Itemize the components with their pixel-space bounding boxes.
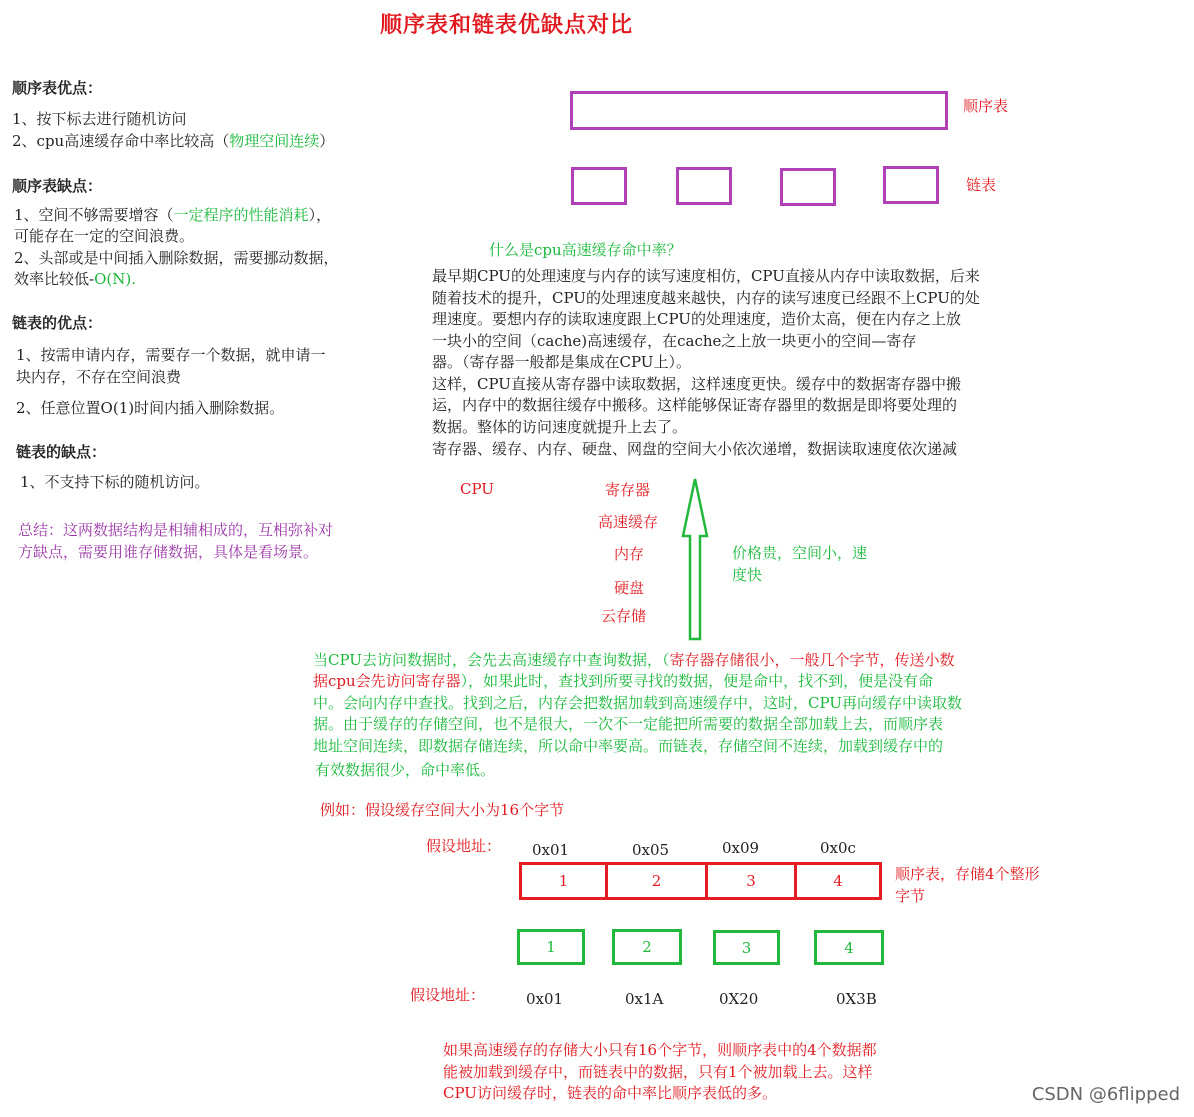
access-line2 <box>313 671 933 693</box>
hierarchy-level: 内存 <box>614 545 645 563</box>
access-line: 有效数据很少，命中率低。 <box>315 761 496 779</box>
seq-dis-1 <box>14 205 331 227</box>
addr-bottom: 0x1A <box>625 990 664 1008</box>
list-adv-heading: 链表的优点： <box>12 314 103 332</box>
addr-top: 0x0c <box>820 839 856 857</box>
list-node-box <box>676 167 732 205</box>
addr-top: 0x01 <box>532 841 570 859</box>
access-line1-green: 当CPU去访问数据时，会先去高速缓存中查询数据，（ <box>313 651 670 669</box>
hierarchy-level: 高速缓存 <box>598 513 659 531</box>
list-dis-heading: 链表的缺点： <box>16 443 107 461</box>
list-adv-1-line1: 1、按需申请内存，需要存一个数据，就申请一 <box>16 346 326 364</box>
cache-explain-line: 随着技术的提升，CPU的处理速度越来越快，内存的读写速度已经跟不上CPU的处 <box>432 289 980 307</box>
seq-dis-2-line2-green: O(N). <box>94 270 136 288</box>
list-cell: 1 <box>517 929 585 965</box>
hierarchy-note-line1: 价格贵，空间小，速 <box>732 544 868 562</box>
cache-explain-line: 器。（寄存器一般都是集成在CPU上）。 <box>432 353 691 371</box>
hierarchy-level: 云存储 <box>601 607 647 625</box>
access-line: 中。会向内存中查找。找到之后，内存会把数据加载到高速缓存中，这时，CPU再向缓存中读取数 <box>313 694 962 712</box>
seq-dis-1-prefix: 1、空间不够需要增容（ <box>14 206 174 224</box>
seq-dis-1-suffix: ）， <box>308 206 332 224</box>
addr-top: 0x05 <box>632 841 670 859</box>
access-line: 据。由于缓存的存储空间，也不是很大，一次不一定能把所需要的数据全部加载上去，而顺序表 <box>313 715 944 733</box>
cache-explain-line: 数据。整体的访问速度就提升上去了。 <box>432 418 688 436</box>
cache-explain-line: 一块小的空间（cache)高速缓存，在cache之上放一块更小的空间—寄存 <box>432 332 917 350</box>
addr-label-top: 假设地址： <box>426 837 502 855</box>
list-label: 链表 <box>966 176 997 194</box>
cpu-label: CPU <box>460 480 494 498</box>
up-arrow-icon <box>680 476 710 642</box>
summary-line1: 总结：这两数据结构是相辅相成的，互相弥补对 <box>18 521 334 539</box>
list-node-box <box>780 168 836 206</box>
seq-table-box <box>570 91 948 130</box>
watermark: CSDN @6flipped <box>1031 1084 1180 1105</box>
seq-adv-2-green: 物理空间连续 <box>229 132 320 150</box>
list-adv-1-line2: 块内存，不存在空间浪费 <box>16 368 182 386</box>
conclusion-line: 如果高速缓存的存储大小只有16个字节，则顺序表中的4个数据都 <box>443 1041 877 1059</box>
cache-explain-line: 这样，CPU直接从寄存器中读取数据，这样速度更快。缓存中的数据寄存器中搬 <box>432 375 961 393</box>
seq-note-line1: 顺序表，存储4个整形 <box>895 865 1040 883</box>
seq-dis-2-line1: 2、头部或是中间插入删除数据，需要挪动数据， <box>14 249 339 267</box>
hierarchy-level: 硬盘 <box>614 579 645 597</box>
list-node-box <box>571 167 627 205</box>
seq-cell: 2 <box>605 862 708 900</box>
conclusion-line: CPU访问缓存时，链表的命中率比顺序表低的多。 <box>443 1084 777 1102</box>
access-line: 地址空间连续，即数据存储连续，所以命中率要高。而链表，存储空间不连续，加载到缓存中的 <box>313 737 944 755</box>
seq-cell: 3 <box>705 862 797 900</box>
list-adv-2: 2、任意位置O(1)时间内插入删除数据。 <box>16 399 285 417</box>
seq-dis-2-line2-prefix: 效率比较低- <box>14 270 95 288</box>
seq-dis-1-line2: 可能存在一定的空间浪费。 <box>14 227 195 245</box>
seq-adv-2 <box>12 131 334 153</box>
access-line2-red: 据cpu会先访问寄存器 <box>313 672 461 690</box>
hierarchy-level: 寄存器 <box>605 481 651 499</box>
seq-adv-2-suffix: ） <box>319 132 335 150</box>
seq-note-line2: 字节 <box>895 887 926 905</box>
addr-bottom: 0x01 <box>526 990 564 1008</box>
cache-explain-line: 最早期CPU的处理速度与内存的读写速度相仿，CPU直接从内存中读取数据，后来 <box>432 267 980 285</box>
list-dis-1: 1、不支持下标的随机访问。 <box>20 473 210 491</box>
addr-bottom: 0X3B <box>836 990 877 1008</box>
seq-adv-heading: 顺序表优点： <box>12 79 103 97</box>
seq-dis-2-line2 <box>14 269 136 291</box>
seq-table-label: 顺序表 <box>963 97 1009 115</box>
addr-top: 0x09 <box>722 839 760 857</box>
list-cell: 2 <box>612 929 682 965</box>
access-line1-red: 寄存器存储很小，一般几个字节，传送小数 <box>669 651 955 669</box>
seq-cell: 1 <box>519 862 608 900</box>
seq-dis-1-green: 一定程序的性能消耗 <box>173 206 309 224</box>
page-title: 顺序表和链表优缺点对比 <box>380 12 634 38</box>
list-cell: 3 <box>713 930 780 965</box>
list-node-box <box>883 166 939 204</box>
example-heading: 例如：假设缓存空间大小为16个字节 <box>320 801 565 819</box>
access-line2-green: ），如果此时，查找到所要寻找的数据，便是命中，找不到，便是没有命 <box>460 672 934 690</box>
access-line1 <box>313 650 954 672</box>
cache-explain-line: 运，内存中的数据往缓存中搬移。这样能够保证寄存器里的数据是即将要处理的 <box>432 396 958 414</box>
seq-adv-1: 1、按下标去进行随机访问 <box>12 110 187 128</box>
conclusion-line: 能被加载到缓存中，而链表中的数据，只有1个被加载上去。这样 <box>443 1063 873 1081</box>
summary-line2: 方缺点，需要用谁存储数据，具体是看场景。 <box>18 543 319 561</box>
hierarchy-note-line2: 度快 <box>732 566 763 584</box>
cache-explain-line: 寄存器、缓存、内存、硬盘、网盘的空间大小依次递增，数据读取速度依次递减 <box>432 440 958 458</box>
seq-adv-2-prefix: 2、cpu高速缓存命中率比较高（ <box>12 132 230 150</box>
list-cell: 4 <box>814 930 884 965</box>
seq-dis-heading: 顺序表缺点： <box>12 177 103 195</box>
seq-cell: 4 <box>794 862 882 900</box>
addr-label-bottom: 假设地址： <box>410 986 486 1004</box>
addr-bottom: 0X20 <box>719 990 759 1008</box>
cache-explain-line: 理速度。要想内存的读取速度跟上CPU的处理速度，造价太高，便在内存之上放 <box>432 310 961 328</box>
cache-question: 什么是cpu高速缓存命中率？ <box>489 241 682 259</box>
